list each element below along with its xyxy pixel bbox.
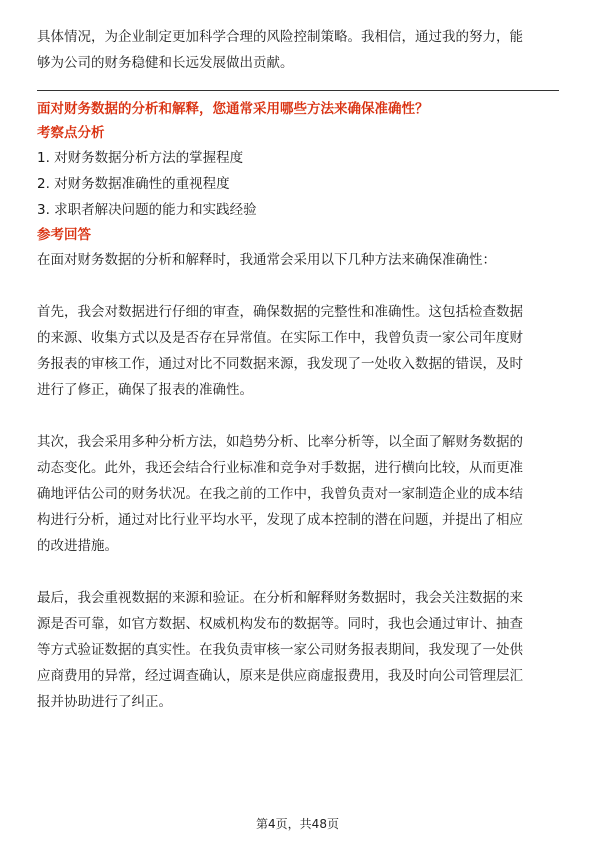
paragraph-line: 进行了修正，确保了报表的准确性。 [37,382,253,398]
paragraph-line: 应商费用的异常，经过调查确认，原来是供应商虚报费用，我及时向公司管理层汇 [37,668,523,684]
answer-lead: 在面对财务数据的分析和解释时，我通常会采用以下几种方法来确保准确性： [37,252,496,268]
analysis-title: 考察点分析 [37,125,105,141]
intro-line: 够为公司的财务稳健和长远发展做出贡献。 [37,55,294,71]
intro-line: 具体情况，为企业制定更加科学合理的风险控制策略。我相信，通过我的努力，能 [37,29,523,45]
paragraph-line: 源是否可靠，如官方数据、权威机构发布的数据等。同时，我也会通过审计、抽查 [37,616,523,632]
section-divider [37,90,559,91]
answer-paragraph-3 [37,585,559,715]
list-item: 3. 求职者解决问题的能力和实践经验 [37,202,257,218]
paragraph-gap [37,559,559,585]
answer-paragraph-1 [37,299,559,403]
answer-paragraph-2 [37,429,559,559]
page-number: 第4页，共48页 [256,817,339,831]
list-item: 2. 对财务数据准确性的重视程度 [37,176,230,192]
paragraph-line: 最后，我会重视数据的来源和验证。在分析和解释财务数据时，我会关注数据的来 [37,590,523,606]
paragraph-line: 确地评估公司的财务状况。在我之前的工作中，我曾负责对一家制造企业的成本结 [37,486,523,502]
paragraph-line: 的改进措施。 [37,538,118,554]
paragraph-line: 动态变化。此外，我还会结合行业标准和竞争对手数据，进行横向比较，从而更准 [37,460,523,476]
paragraph-line: 首先，我会对数据进行仔细的审查，确保数据的完整性和准确性。这包括检查数据 [37,304,523,320]
analysis-list [37,145,559,223]
paragraph-line: 其次，我会采用多种分析方法，如趋势分析、比率分析等，以全面了解财务数据的 [37,434,523,450]
question-heading: 面对财务数据的分析和解释，您通常采用哪些方法来确保准确性？ [37,101,429,117]
paragraph-gap [37,273,559,299]
paragraph-gap [37,403,559,429]
list-item: 1. 对财务数据分析方法的掌握程度 [37,150,244,166]
document-page [37,24,559,715]
answer-title: 参考回答 [37,227,91,243]
paragraph-line: 务报表的审核工作，通过对比不同数据来源，我发现了一处收入数据的错误，及时 [37,356,523,372]
paragraph-line: 等方式验证数据的真实性。在我负责审核一家公司财务报表期间，我发现了一处供 [37,642,523,658]
paragraph-line: 的来源、收集方式以及是否存在异常值。在实际工作中，我曾负责一家公司年度财 [37,330,523,346]
intro-paragraph [37,24,559,76]
paragraph-line: 报并协助进行了纠正。 [37,694,172,710]
paragraph-line: 构进行分析，通过对比行业平均水平，发现了成本控制的潜在问题，并提出了相应 [37,512,523,528]
